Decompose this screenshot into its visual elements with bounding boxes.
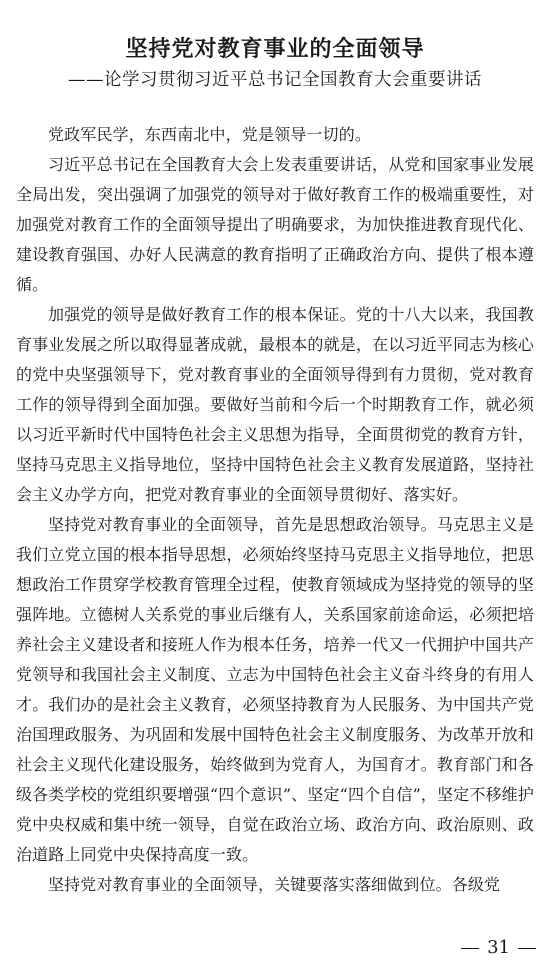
footer-dash-right [518, 948, 536, 949]
paragraph: 坚持党对教育事业的全面领导，关键要落实落细做到位。各级党 [48, 875, 501, 894]
paragraph: 习近平总书记在全国教育大会上发表重要讲话，从党和国家事业发展全局出发，突出强调了加强党的领导对于做好教育工作的极端重要性，对加强党对教育工作的全面领导提出了明确要求，为加快推进教育现代化、建设教育强国、办好人民满意的教育指明了正确政治方向、提供了根本遵循。 [16, 155, 534, 294]
page-number: 31 [487, 937, 510, 958]
paragraph: 党政军民学，东西南北中，党是领导一切的。 [48, 125, 372, 144]
paragraph: 坚持党对教育事业的全面领导，首先是思想政治领导。马克思主义是我们立党立国的根本指导思想，必须始终坚持马克思主义指导地位，把思想政治工作贯穿学校教育管理全过程，使教育领域成为坚持党的领导的坚强阵地。立德树人关系党的事业后继有人，关系国家前途命运，必须把培养社会主义建设者和接班人作为根本任务，培养一代又一代拥护中国共产党领导和我国社会主义制度、立志为中国特色社会主义奋斗终身的有用人才。我们办的是社会主义教育，必须坚持教育为人民服务、为中国共产党治国理政服务、为巩固和发展中国特色社会主义制度服务、为改革开放和社会主义现代化建设服务，始终做到为党育人，为国育才。教育部门和各级各类学校的党组织要增强“四个意识”、坚定“四个自信”，坚定不移维护党中央权威和集中统一领导，自觉在政治立场、政治方向、政治原则、政治道路上同党中央保持高度一致。 [16, 515, 534, 864]
article-body [16, 120, 534, 900]
article-title: 坚持党对教育事业的全面领导 [125, 36, 425, 62]
page-footer [461, 936, 536, 960]
footer-dash-left [461, 948, 479, 949]
article-subtitle: ——论学习贯彻习近平总书记全国教育大会重要讲话 [68, 70, 482, 90]
paragraph: 加强党的领导是做好教育工作的根本保证。党的十八大以来，我国教育事业发展之所以取得显著成就，最根本的就是，在以习近平同志为核心的党中央坚强领导下，党对教育事业的全面领导得到有力贯彻，党对教育工作的领导得到全面加强。要做好当前和今后一个时期教育工作，就必须以习近平新时代中国特色社会主义思想为指导，全面贯彻党的教育方针，坚持马克思主义指导地位，坚持中国特色社会主义教育发展道路，坚持社会主义办学方向，把党对教育事业的全面领导贯彻好、落实好。 [16, 305, 534, 504]
